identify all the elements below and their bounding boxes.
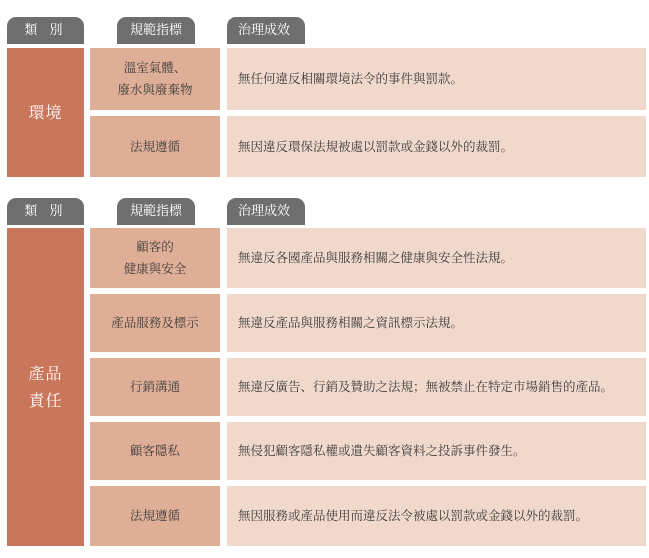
indicator-label-line1: 顧客的 — [136, 239, 174, 254]
indicator-label-line1: 溫室氣體、 — [123, 60, 187, 75]
header-result: 治理成效 — [227, 17, 305, 44]
indicator-cell — [90, 358, 220, 416]
indicator-label-line2: 健康與安全 — [123, 261, 187, 276]
result-text: 無違反廣告、行銷及贊助之法規；無被禁止在特定市場銷售的產品。 — [238, 379, 614, 394]
result-cell — [227, 228, 646, 288]
result-cell — [227, 358, 646, 416]
indicator-cell — [90, 228, 220, 288]
header-indicator: 規範指標 — [117, 198, 195, 225]
result-cell — [227, 422, 646, 480]
result-cell — [227, 294, 646, 352]
indicator-label: 法規遵循 — [129, 508, 180, 523]
category-cell-environment — [7, 48, 84, 177]
indicator-cell — [90, 294, 220, 352]
result-text: 無違反各國產品與服務相關之健康與安全性法規。 — [238, 250, 514, 265]
header-result: 治理成效 — [227, 198, 305, 225]
result-text: 無因服務或產品使用而違反法令被處以罰款或金錢以外的裁罰。 — [238, 508, 589, 523]
result-text: 無違反產品與服務相關之資訊標示法規。 — [238, 315, 464, 330]
category-cell-product — [7, 228, 84, 546]
indicator-label: 產品服務及標示 — [111, 315, 199, 330]
indicator-cell — [90, 116, 220, 177]
category-label-line1: 產品 — [28, 364, 63, 383]
indicator-label: 行銷溝通 — [129, 379, 180, 394]
indicator-cell — [90, 422, 220, 480]
indicator-cell — [90, 48, 220, 110]
category-label: 環境 — [28, 103, 63, 122]
result-text: 無侵犯顧客隱私權或遺失顧客資料之投訴事件發生。 — [238, 443, 526, 458]
result-cell — [227, 116, 646, 177]
result-cell — [227, 48, 646, 110]
header-category: 類 別 — [7, 198, 84, 225]
result-cell — [227, 486, 646, 546]
header-indicator: 規範指標 — [117, 17, 195, 44]
indicator-label-line2: 廢水與廢棄物 — [117, 82, 193, 97]
category-label-line2: 責任 — [28, 391, 63, 410]
indicator-label: 顧客隱私 — [129, 443, 180, 458]
header-category: 類 別 — [7, 17, 84, 44]
result-text: 無任何違反相關環境法令的事件與罰款。 — [238, 71, 464, 86]
indicator-label: 法規遵循 — [129, 138, 180, 154]
indicator-cell — [90, 486, 220, 546]
result-text: 無因違反環保法規被處以罰款或金錢以外的裁罰。 — [238, 138, 514, 154]
